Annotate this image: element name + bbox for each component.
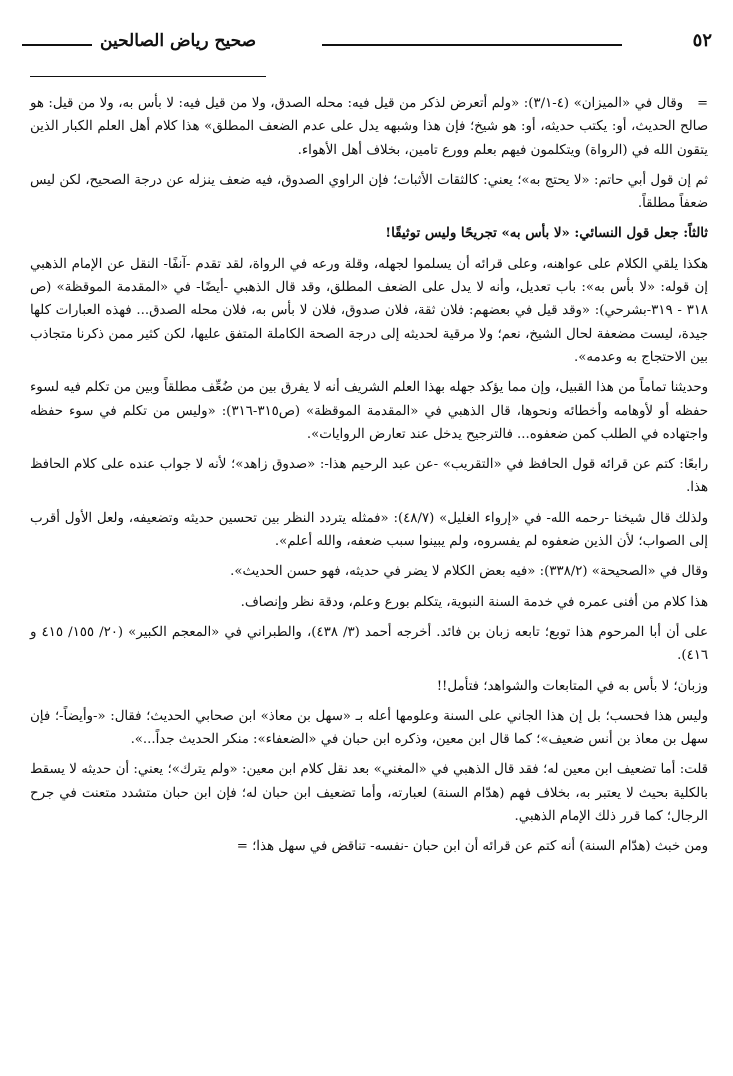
header-rule-left	[22, 44, 92, 46]
page-number: ٥٢	[692, 30, 712, 51]
paragraph: ثم إن قول أبي حاتم: «لا يحتج به»؛ يعني: كالثقات الأثبات؛ فإن الراوي الصدوق، فيه ضعف ينزله عن درجة الصحيح، لكن ليس ضعفاً مطلقاً.	[30, 172, 708, 212]
paragraph: رابعًا: كتم عن قرائه قول الحافظ في «التقريب» -عن عبد الرحيم هذا-: «صدوق زاهد»؛ لأنه لا جواب عنده على كلام الحافظ هذا.	[30, 457, 708, 496]
paragraph	[30, 92, 708, 162]
continuation-mark: =	[697, 96, 708, 111]
paragraph: ومن خبث (هدّام السنة) أنه كتم عن قرائه أن ابن حبان -نفسه- تناقض في سهل هذا؛ =	[236, 839, 708, 855]
page-body	[30, 92, 708, 866]
paragraph: قلت: أما تضعيف ابن معين له؛ فقد قال الذهبي في «المغني» بعد نقل كلام ابن معين: «ولم يترك»؛ يعني: أن حديثه لا يسقط بالكلية بحيث لا يعتبر به، بخلاف فهم (هدّام السنة) لعبارته، وأما تضعيف ابن حبان له؛ فإن ابن حبان متشدد متعنت في جرح الرجال؛ كما قرر ذلك الإمام الذهبي.	[30, 762, 708, 825]
paragraph: على أن أبا المرحوم هذا توبع؛ تابعه زبان بن فائد. أخرجه أحمد (٣/ ٤٣٨)، والطبراني في «المعجم الكبير» (٢٠/ ١٥٥/ ٤١٥ و ٤١٦).	[30, 624, 708, 664]
header-rule-mid	[322, 44, 622, 46]
paragraph: وزبان؛ لا بأس به في المتابعات والشواهد؛ فتأمل!!	[436, 678, 708, 694]
page-header	[22, 30, 712, 60]
paragraph: هذا كلام من أفنى عمره في خدمة السنة النبوية، يتكلم بورع وعلم، ودقة نظر وإنصاف.	[240, 594, 708, 610]
paragraph-text: وقال في «الميزان» (٤-٣/١): «ولم أتعرض لذكر من قيل فيه: محله الصدق، ولا من قيل فيه: لا بأس به، ولا من قيل: هو صالح الحديث، أو: يكتب حديثه، أو: هو شيخ؛ فإن هذا وشبهه يدل على عدم الضعف المطلق» هذا كلام أهل العلم الكبار الذين يتقون الله في (الرواة) ويتكلمون فيهم بعلم وورع تامين، بخلاف أهل الأهواء.	[30, 96, 708, 158]
paragraph: هكذا يلقي الكلام على عواهنه، وعلى قرائه أن يسلموا لجهله، وقلة ورعه في الرواة، لقد تقدم -آنفًا- النقل عن الإمام الذهبي إن قوله: «لا بأس به»: باب تعديل، وأنه لا يدل على الضعف المطلق، وقد قال الذهبي -أيضًا- في «المقدمة الموقظة» (ص ٣١٨ - ٣١٩-بشرحي): «وقد قيل في بعضهم: فلان ثقة، فلان صدوق، فلان لا بأس به، فلان محله الصدق... فهذه العبارات كلها جيدة، ليست مضعفة لحال الشيخ، نعم؛ ولا مرقية لحديثه إلى درجة الصحة الكاملة المتفق عليها، لكن كثير ممن ذكرنا متجاذب بين الاحتجاج به وعدمه».	[30, 256, 708, 365]
paragraph-heading: ثالثاً: جعل قول النسائي: «لا بأس به» تجريحًا وليس توثيقًا!	[385, 226, 708, 242]
paragraph: وقال في «الصحيحة» (٣٣٨/٢): «فيه بعض الكلام لا يضر في حديثه، فهو حسن الحديث».	[230, 564, 708, 580]
paragraph: وحديثنا تماماً من هذا القبيل، وإن مما يؤكد جهله بهذا العلم الشريف أنه لا يفرق بين من ضُعِّف مطلقاً وبين من تكلم فيه لسوء حفظه أو لأوهامه وأخطائه ونحوها، قال الذهبي في «المقدمة الموقظة» (ص٣١٥-٣١٦): «وليس من تكلم في سوء حفظه واجتهاده في الطلب كمن ضعفوه... فالترجيح يدخل عند تعارض الروايات».	[30, 380, 709, 442]
footnote-separator-rule	[30, 76, 266, 77]
paragraph: وليس هذا فحسب؛ بل إن هذا الجاني على السنة وعلومها أعله بـ «سهل بن معاذ» ابن صحابي الحديث؛ فقال: «-وأيضاً-؛ فإن سهل بن معاذ بن أنس ضعيف»؛ كما قال ابن معين، وذكره ابن حبان في «الضعفاء»: منكر الحديث جداً...».	[30, 708, 708, 748]
paragraph: ولذلك قال شيخنا -رحمه الله- في «إرواء الغليل» (٤٨/٧): «فمثله يتردد النظر بين تحسين حديثه وتضعيفه، ولعل الأول أقرب إلى الصواب؛ لأن الذين ضعفوه لم يفسروه، ولم يبينوا سبب ضعفه، والله أعلم».	[30, 510, 708, 550]
running-title: صحيح رياض الصالحين	[100, 31, 257, 51]
